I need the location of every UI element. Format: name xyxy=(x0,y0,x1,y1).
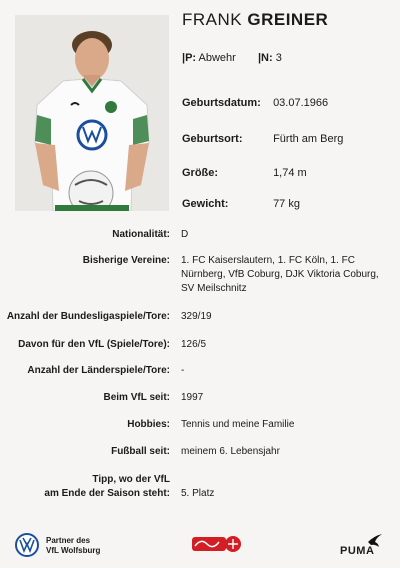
detail-value: - xyxy=(181,365,185,376)
number-label: |N: xyxy=(257,52,273,64)
detail-label: Davon für den VfL (Spiele/Tore): xyxy=(18,339,170,350)
detail-value: Tennis und meine Familie xyxy=(181,419,295,430)
puma-wordmark: PUMA xyxy=(340,545,375,557)
stat-label: Geburtsort: xyxy=(182,133,243,145)
detail-value: 5. Platz xyxy=(181,488,215,499)
coca-cola-logo-icon xyxy=(192,534,242,554)
stat-weight xyxy=(182,198,300,210)
number-value: 3 xyxy=(275,52,282,64)
vw-logo-icon xyxy=(15,533,39,557)
detail-label: Anzahl der Länderspiele/Tore: xyxy=(27,365,170,376)
partner-line2: VfL Wolfsburg xyxy=(46,546,101,555)
detail-value: meinem 6. Lebensjahr xyxy=(181,446,280,457)
stat-label: Größe: xyxy=(182,167,219,179)
detail-label: Beim VfL seit: xyxy=(103,392,170,403)
detail-label-line2: am Ende der Saison steht: xyxy=(44,488,170,499)
stat-label: Geburtsdatum: xyxy=(182,97,261,109)
detail-label xyxy=(44,473,170,501)
detail-label-line1: Tipp, wo der VfL xyxy=(92,474,170,485)
stat-value: 77 kg xyxy=(273,198,300,210)
detail-label: Anzahl der Bundesligaspiele/Tore: xyxy=(6,311,170,322)
stat-value: 1,74 m xyxy=(273,167,307,179)
detail-value: D xyxy=(181,229,189,240)
first-name: FRANK xyxy=(182,10,243,29)
detail-label: Bisherige Vereine: xyxy=(82,255,170,266)
detail-value: 1. FC Kaiserslautern, 1. FC Köln, 1. FC Nürnberg, VfB Coburg, DJK Viktoria Coburg, SV Meilschnitz xyxy=(181,255,379,294)
position-number-line xyxy=(182,52,282,64)
detail-label: Hobbies: xyxy=(127,419,170,430)
stat-label: Gewicht: xyxy=(182,198,229,210)
detail-value: 329/19 xyxy=(181,311,212,322)
detail-value: 1997 xyxy=(181,392,204,403)
partner-text xyxy=(46,536,100,556)
partner-line1: Partner des xyxy=(46,536,91,545)
position-label: |P: xyxy=(182,52,197,64)
stat-height xyxy=(182,167,307,179)
stat-birthplace xyxy=(182,133,343,145)
last-name: GREINER xyxy=(247,10,329,29)
stat-birthdate xyxy=(182,97,328,109)
player-name xyxy=(182,10,328,30)
player-photo xyxy=(15,15,169,211)
position-value: Abwehr xyxy=(198,52,236,64)
detail-value: 126/5 xyxy=(181,339,207,350)
stat-value: 03.07.1966 xyxy=(273,97,329,109)
detail-label: Fußball seit: xyxy=(111,446,170,457)
detail-label: Nationalität: xyxy=(112,229,170,240)
stat-value: Fürth am Berg xyxy=(273,133,344,145)
